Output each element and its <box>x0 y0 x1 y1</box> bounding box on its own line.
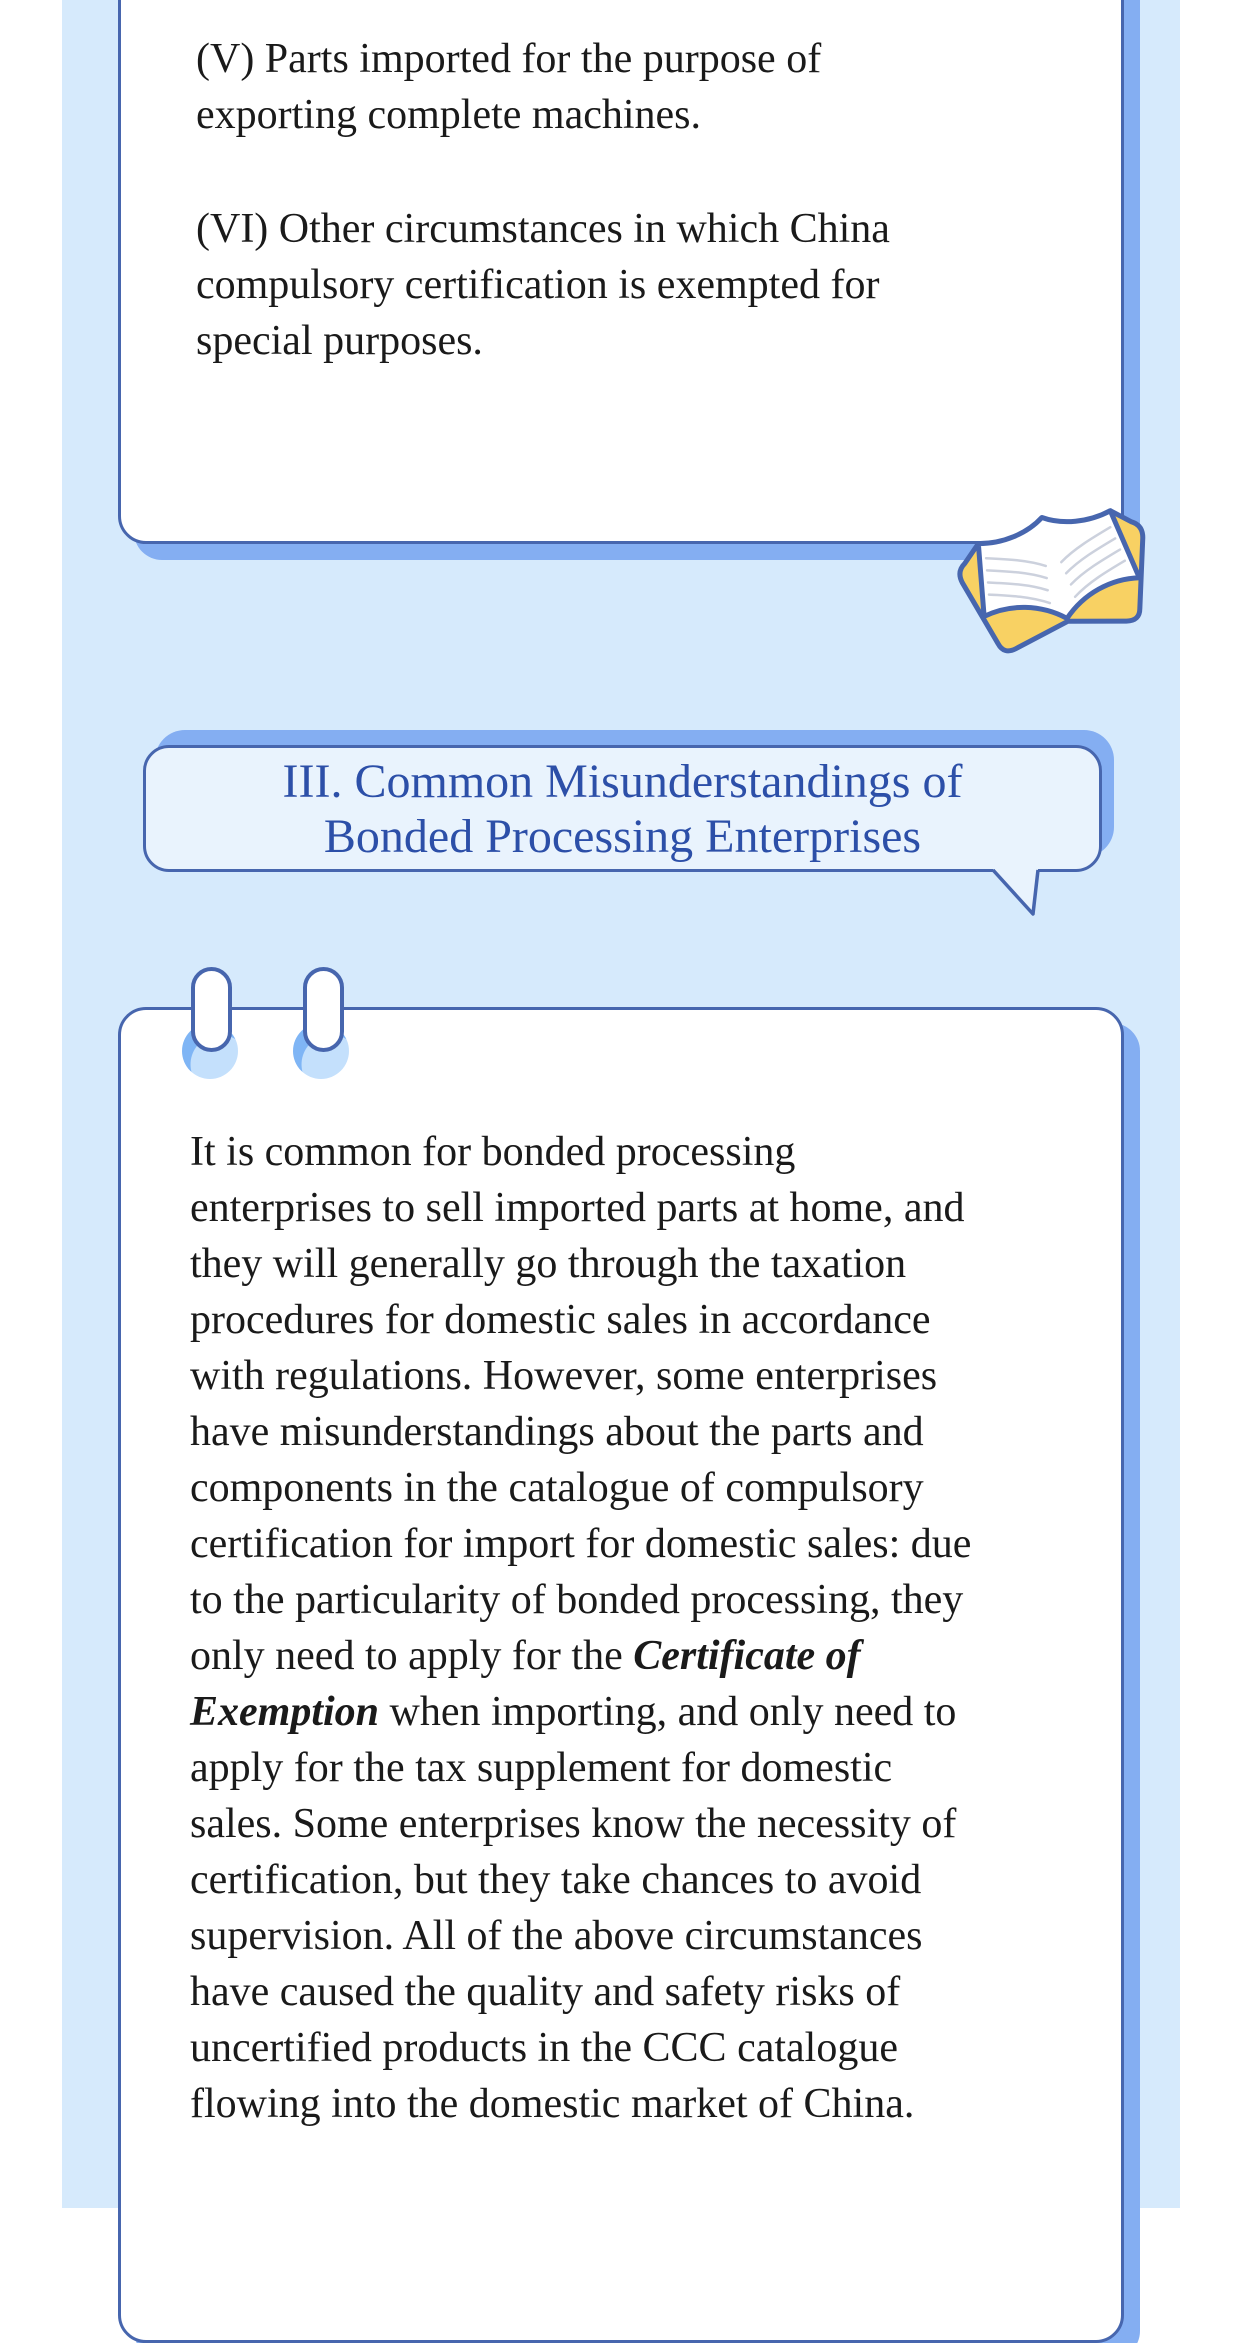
section-banner <box>143 745 1102 872</box>
item-v-paragraph: (V) Parts imported for the purpose of exporting complete machines. <box>196 36 822 138</box>
section-title: III. Common Misunderstandings of Bonded Processing Enterprises <box>282 754 963 863</box>
item-vi-paragraph: (VI) Other circumstances in which China compulsory certification is exempted for special purposes. <box>196 206 890 364</box>
open-book-icon <box>948 468 1160 664</box>
speech-bubble-tail <box>991 869 1043 919</box>
misunderstandings-text: It is common for bonded processing enterprises to sell imported parts at home, and they will generally go through the taxation procedures for domestic sales in accordance with regulations. However, some enterprises have misunderstandings about the parts and components in the catalogue of compulsory certification for import for domestic sales: due to the particularity of bonded processing, they only need to apply for the Certificate of Exemption when importing, and only need to apply for the tax supplement for domestic sales. Some enterprises know the necessity of certification, but they take chances to avoid supervision. All of the above circumstances have caused the quality and safety risks of uncertified products in the CCC catalogue flowing into the domestic market of China. <box>190 1129 972 2127</box>
exemption-items-text <box>196 31 1156 427</box>
binder-ring-icon <box>191 967 232 1052</box>
binder-ring-icon <box>303 967 344 1052</box>
